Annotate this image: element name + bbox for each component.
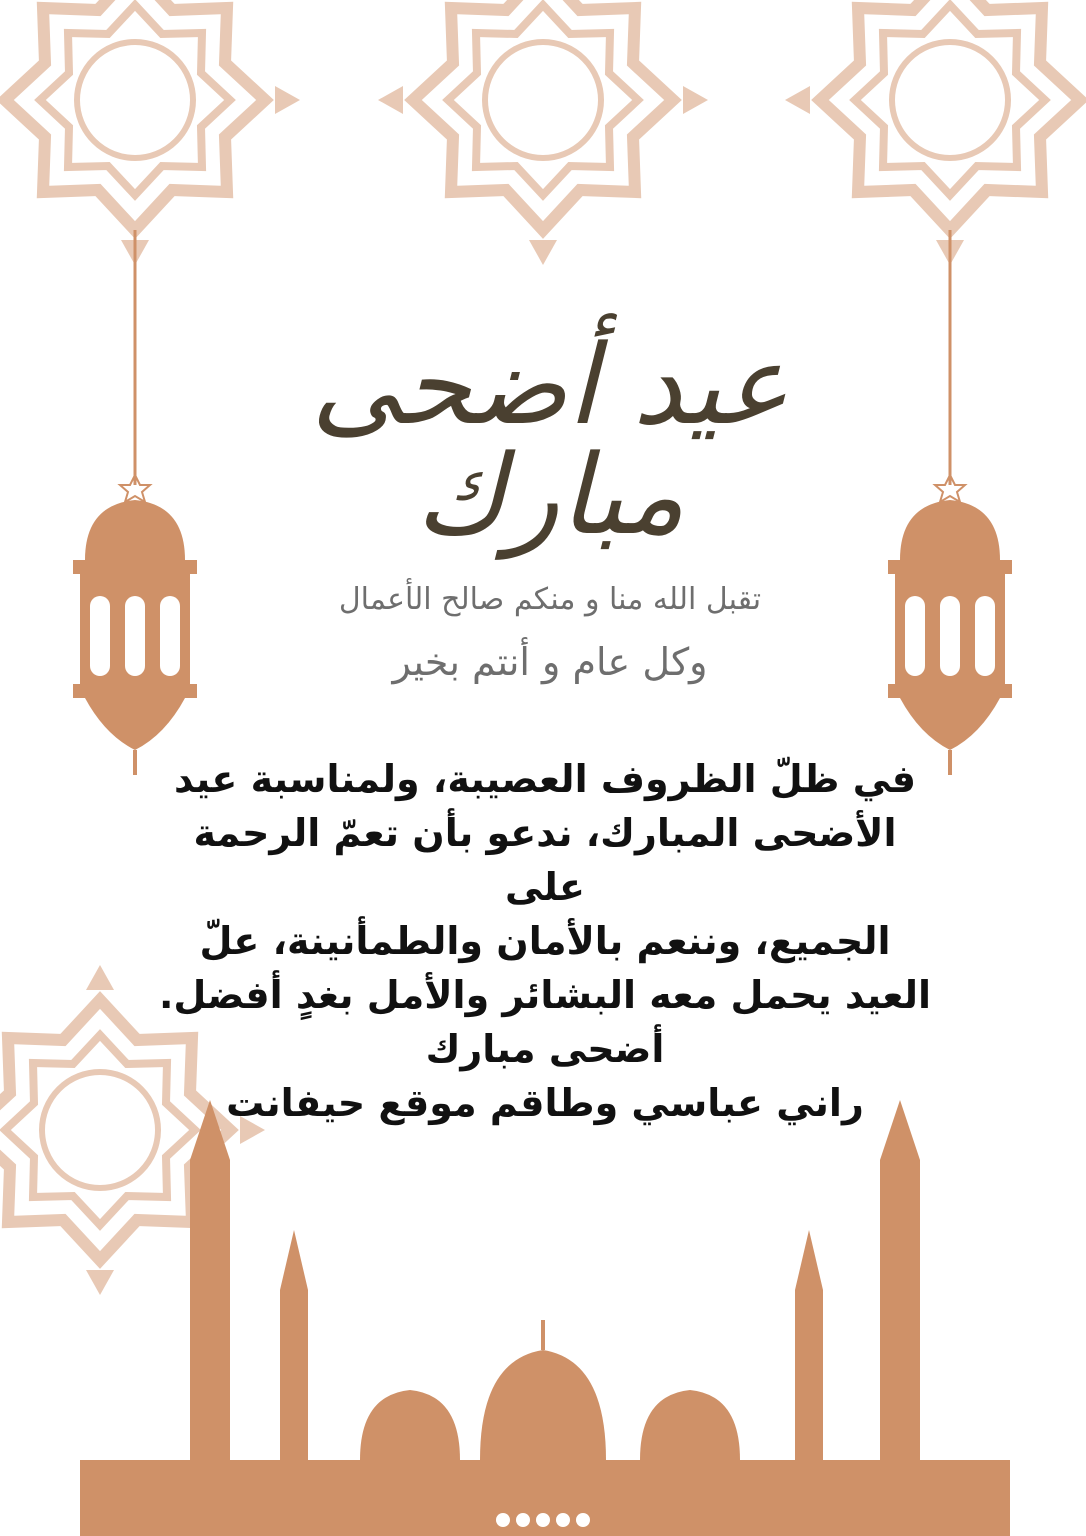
star-ornament-icon [785, 0, 1086, 265]
message-line: أضحى مبارك [425, 1027, 665, 1071]
message-line: العيد يحمل معه البشائر والأمل بغدٍ أفضل. [158, 973, 932, 1017]
star-ornament-icon [378, 0, 708, 265]
lantern-icon [888, 230, 1012, 775]
message-line: الأضحى المبارك، ندعو بأن تعمّ الرحمة على [193, 811, 897, 909]
greeting-message [150, 752, 940, 1130]
message-line: الجميع، وننعم بالأمان والطمأنينة، علّ [199, 919, 891, 963]
lantern-icon [73, 230, 197, 775]
subtitle-line-1: تقبل الله منا و منكم صالح الأعمال [338, 582, 762, 617]
star-ornament-icon [0, 0, 300, 265]
message-line: في ظلّ الظروف العصيبة، ولمناسبة عيد [173, 757, 917, 801]
signature-line: راني عباسي وطاقم موقع حيفانت [226, 1081, 864, 1125]
subtitle-line-2: وكل عام و أنتم بخير [392, 640, 708, 684]
calligraphy-title: عيد أضحى مبارك [310, 321, 790, 559]
mosque-silhouette-icon [80, 1100, 1010, 1536]
